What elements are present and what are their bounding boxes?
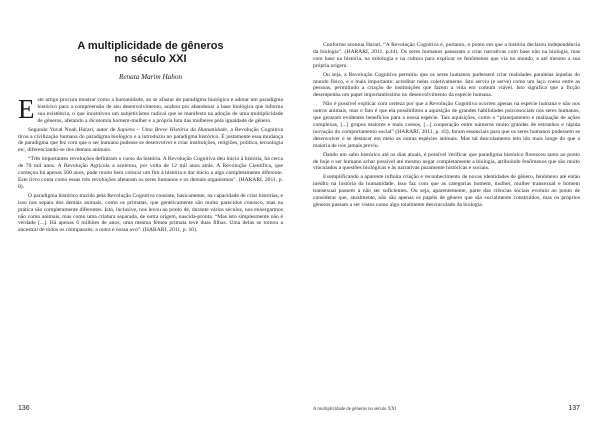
- paragraph-harari-text-b: , a Revolução Cognitiva tirou a civilização humana do paradigma biológico e a introduziu no paradigma histórico. É justamente essa mudança de paradigma que fez com que o ser humano pudesse se desenvolver e criar instituições, religiões, política, tecnologia etc, diferenciando-se dos demais animais.: [18, 126, 283, 154]
- author-name: Renata Marim Hahon: [118, 73, 183, 81]
- page-number-right: 137: [568, 405, 580, 412]
- drop-cap: E: [18, 94, 35, 124]
- book-title-italic: Sapiens – Uma Breve História da Humanidade: [117, 126, 227, 133]
- intro-paragraph: [18, 94, 283, 125]
- right-column: [313, 42, 580, 209]
- paragraph-harari: [18, 127, 283, 155]
- intro-text: ste artigo procura mostrar como a humanidade, ao se afastar do paradigma biológico e adotar um paradigma histórico para a compreensão de seu desenvolvimento, acabou por abandonar a base biológica que informa sua existência, o que incentivou um subjetivismo radical que se manifesta na adoção de uma multiplicidade de gêneros, afetando a dicotomia homem-mulher e a própria luta das mulheres pela igualdade de gênero.: [37, 97, 283, 124]
- title-line-2: no século XXI: [114, 53, 187, 65]
- paragraph-historical-leap: Dando um salto histórico até os dias atuais, é possível verificar que paradigma histórico floresceu tanto ao ponto de hoje o ser humano achar possível até mesmo negar completamente a biologia, atribuindo fenômenos que são muito vinculados a questões biológicas e às narrativas puramente históricas e sociais.: [313, 151, 580, 172]
- paragraph-independence: Conforme acentua Harari, “A Revolução Cognitiva é, portanto, o ponto em que a história declarou independência da biologia”. (HARARI, 2011, p.44). Os seres humanos passaram a criar narrativas com base não na biologia, mas com base na história, na mitologia e na cultura para explicar os fenômenos que via no mundo, e até mesmo a sua própria origem.: [313, 42, 580, 69]
- article-title: [18, 40, 283, 66]
- paragraph-parallel-realities: Ou seja, a Revolução Cognitiva permitiu que os seres humanos pudessem criar realidades paralelas àquelas do mundo físico, e o mais importante: acreditar nelas coletivamente. Isto serviu (e serve) como um laço coeso entre as pessoas, permitindo a criação de instituições que fazem a vida em comum viável. Isto significa que a ficção desempenha um papel importantíssimo no desenvolvimento da espécie humana.: [313, 71, 580, 99]
- left-column: [18, 94, 283, 234]
- running-footer-title: A multiplicidade de gêneros no século XXI: [313, 407, 397, 412]
- title-line-1: A multiplicidade de gêneros: [77, 40, 224, 52]
- page-number-left: 136: [18, 405, 30, 412]
- paragraph-three-revolutions: “Três importantes revoluções definiram o curso da história. A Revolução Cognitiva deu início à história, há cerca de 70 mil anos. A Revolução Agrícola a acelerou, por volta de 12 mil anos atrás. A Revolução Científica, que começou há apenas 500 anos, pode muito bem colocar um fim à história e dar início a algo completamente diferente. Este livro conta como essas três revoluções afetaram os seres humanos e os demais organismos”. (HARARI, 2011, p. 8).: [18, 156, 283, 190]
- paragraph-harari-text-a: Segundo Yuval Noah Harari, autor de: [28, 126, 118, 133]
- paragraph-historical-paradigm: O paradigma histórico trazido pela Revolução Cognitiva consiste, basicamente, na capacidade de criar histórias, e isso nos separa dos demais animais, como os primatas, que geneticamente são muito parecidos conosco, mas na prática são completamente diferentes. Isto, inclusive, nos levou ao ponto de, durante vários séculos, nos enxergarmos não como animais, mas como uma criatura separada, de outra origem, nascida-pronta. “Mas isto simplesmente não é verdade [...]. Há apenas 6 milhões de anos, uma mesma fêmea primata teve duas filhas. Uma delas se tornou a ancestral de todos os chimpanzés; a outra é nossa avó”. (HARARI, 2011, p. 10).: [18, 192, 283, 234]
- paragraph-cognitive-benefits: Não é possível explicar com certeza por que a Revolução Cognitiva ocorreu apenas na espécie humana e não nos outros animais, mas o fato é que ela possibilitou a aquisição de grandes habilidades psicossociais nos seres humanos, que geraram evidentes benefícios para a nossa espécie. Tais aquisições, como o “planejamento e realização de ações complexas, [...] grupos maiores e mais coesos, [...] cooperação entre números muito grandes de estranhos e rápida inovação do comportamento social” (HARARI, 2011, p. 43), foram essenciais para que os seres humanos pudessem se desenvolver e se destacar em meio as outras espécies animais. Mas tal descolamento tem ido mais longe do que a maioria de nós jamais previu.: [313, 101, 580, 149]
- paragraph-gender-identities: Exemplificando a aparente infinita criação e reconhecimento de novas identidades de gênero, fenômeno até então inédito na história da humanidade. Isso faz com que as categorias homem, mulher, mulher transexual e homem transexual passem a não ser suficientes. Ou seja, aparentemente, parte das ciências sociais evoluiu ao ponto de considerar que, atualmente, não são apenas os papéis de gênero que são socialmente construídos, mas os próprios gêneros passam a ser vistos como algo totalmente desvinculado da biologia.: [313, 174, 580, 208]
